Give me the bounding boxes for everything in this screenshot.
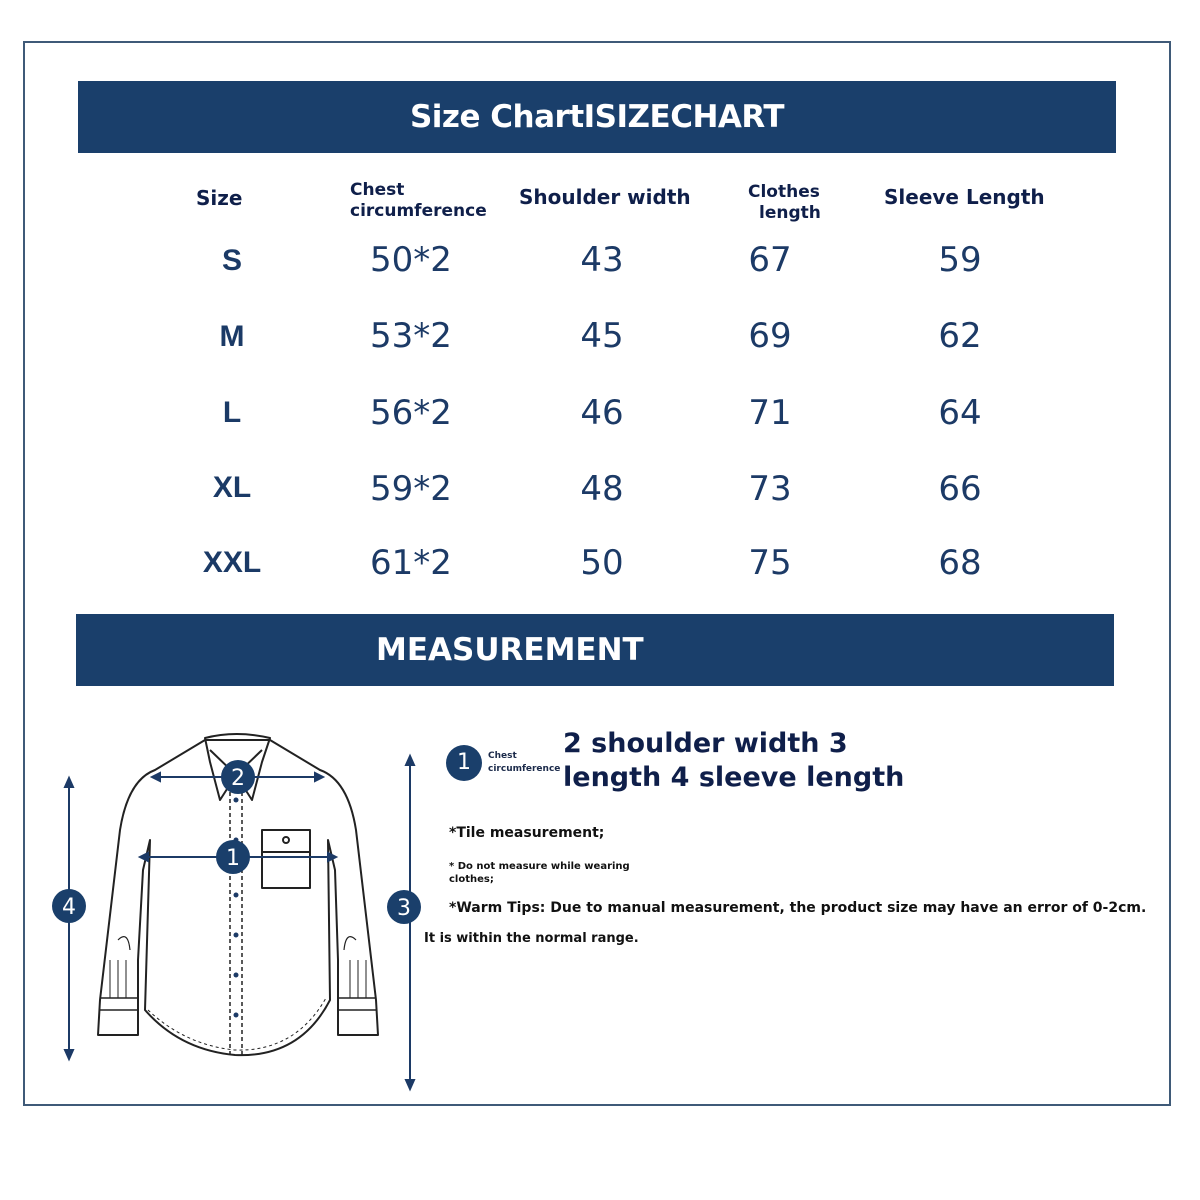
shoulder-cell: 43	[580, 240, 624, 280]
length-cell: 75	[748, 543, 792, 583]
size-chart-title: Size ChartISIZECHART	[409, 99, 785, 135]
note-range: It is within the normal range.	[424, 931, 639, 946]
marker-4-label: 4	[62, 895, 76, 920]
shirt-diagram	[0, 700, 440, 1100]
col-chest-header-line2: circumference	[350, 201, 487, 221]
col-size-header: Size	[196, 186, 243, 210]
col-sleeve-header: Sleeve Length	[884, 185, 1045, 209]
col-chest-header-line1: Chest	[350, 180, 405, 200]
legend-chest-label	[488, 750, 560, 776]
marker-1-label: 1	[226, 846, 240, 871]
shoulder-cell: 50	[580, 543, 624, 583]
chest-cell: 61*2	[370, 543, 452, 583]
size-chart-banner	[78, 81, 1116, 153]
length-cell: 67	[748, 240, 792, 280]
col-shoulder-header: Shoulder width	[519, 185, 691, 209]
size-cell: XL	[212, 471, 252, 504]
length-cell: 71	[748, 393, 792, 433]
sleeve-cell: 59	[938, 240, 982, 280]
sleeve-cell: 66	[938, 469, 982, 509]
legend-marker-1: 1	[446, 745, 482, 781]
col-clothes-header-line1: Clothes	[747, 182, 820, 202]
col-clothes-header-line2: length	[759, 203, 821, 223]
chest-cell: 53*2	[370, 316, 452, 356]
shoulder-cell: 48	[580, 469, 624, 509]
note-tile: *Tile measurement;	[449, 825, 605, 841]
legend-chest-line1: Chest	[488, 751, 517, 761]
length-cell: 69	[748, 316, 792, 356]
col-clothes-header	[747, 182, 821, 224]
marker-3-label: 3	[397, 896, 411, 921]
measurement-title: MEASUREMENT	[376, 632, 644, 668]
shoulder-cell: 45	[580, 316, 624, 356]
sleeve-cell: 64	[938, 393, 982, 433]
chest-cell: 59*2	[370, 469, 452, 509]
size-cell: L	[222, 396, 242, 429]
note-no-wear: * Do not measure while wearing clothes;	[449, 861, 630, 885]
sleeve-cell: 62	[938, 316, 982, 356]
length-cell: 73	[748, 469, 792, 509]
sleeve-cell: 68	[938, 543, 982, 583]
size-cell: M	[219, 320, 245, 353]
col-chest-header	[350, 180, 487, 222]
chest-cell: 56*2	[370, 393, 452, 433]
measurement-banner	[76, 614, 1114, 686]
marker-2-label: 2	[231, 766, 245, 791]
legend-text: 2 shoulder width 3 length 4 sleeve length	[563, 728, 905, 793]
size-cell: XXL	[202, 546, 262, 579]
note-warm-tips: *Warm Tips: Due to manual measurement, the product size may have an error of 0-2cm.	[449, 900, 1147, 916]
chest-cell: 50*2	[370, 240, 452, 280]
size-cell: S	[221, 244, 242, 277]
shoulder-cell: 46	[580, 393, 624, 433]
legend-chest-line2: circumference	[488, 764, 561, 774]
